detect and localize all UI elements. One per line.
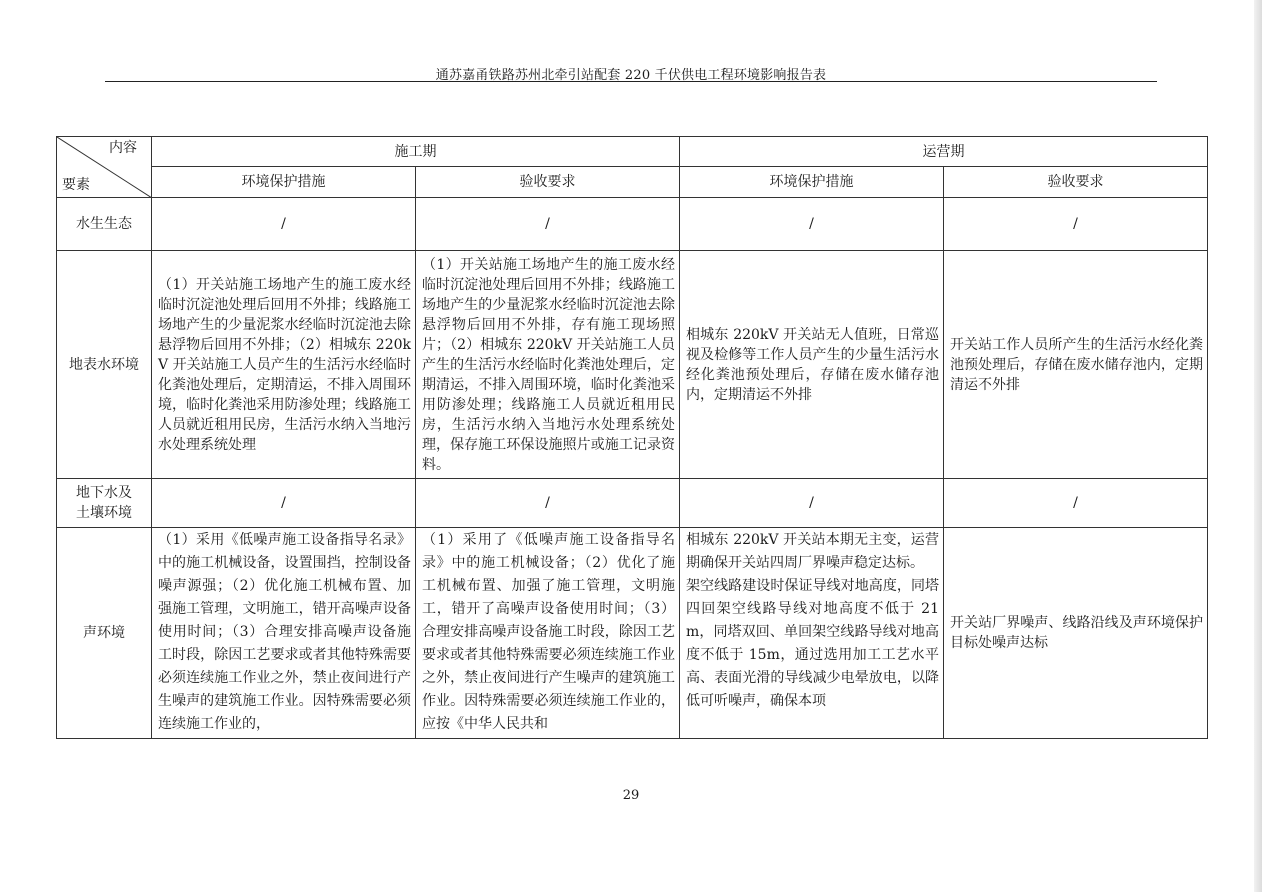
table-corner-cell — [57, 137, 152, 198]
cell-operation-acceptance — [944, 251, 1208, 479]
page-edge-shadow — [1254, 0, 1262, 892]
header-operation-phase: 运营期 — [680, 137, 1208, 167]
surface-water-operation-acceptance-text: 开关站工作人员所产生的生活污水经化粪池预处理后，存储在废水储存池内，定期清运不外排 — [950, 336, 1203, 393]
cell-operation-acceptance: / — [944, 198, 1208, 251]
acoustic-operation-acceptance-text: 开关站厂界噪声、线路沿线及声环境保护目标处噪声达标 — [950, 615, 1203, 651]
cell-operation-measures: / — [680, 198, 944, 251]
acoustic-construction-acceptance-text: （1）采用了《低噪声施工设备指导名录》中的施工机械设备；（2）优化了施工机械布置、加强了施工管理，文明施工，错开了高噪声设备使用时间；（3）合理安排高噪声设备施工时段，除因工艺要求或者其他特殊需要必须连续施工作业之外，禁止夜间进行产生噪声的建筑施工作业。因特殊需要必须连续施工作业的，应按《中华人民共和 — [422, 532, 675, 732]
acoustic-operation-paragraph-2: 架空线路建设时保证导线对地高度，同塔四回架空线路导线对地高度不低于 21m，同塔双回、单回架空线路导线对地高度不低于 15m，通过选用加工工艺水平高、表面光滑的导线减少电晕放电，以降低可听噪声，确保本项 — [686, 578, 939, 709]
header-operation-acceptance: 验收要求 — [944, 167, 1208, 198]
cell-operation-acceptance: / — [944, 479, 1208, 528]
factor-surface-water: 地表水环境 — [57, 251, 152, 479]
corner-label-content: 内容 — [109, 140, 137, 156]
acoustic-operation-paragraph-1: 相城东 220kV 开关站本期无主变，运营期确保开关站四周厂界噪声稳定达标。 — [686, 532, 939, 571]
factor-acoustic-environment: 声环境 — [57, 528, 152, 739]
header-construction-phase: 施工期 — [152, 137, 680, 167]
cell-construction-acceptance — [416, 528, 680, 739]
header-construction-measures: 环境保护措施 — [152, 167, 416, 198]
cell-construction-measures: / — [152, 198, 416, 251]
cell-construction-acceptance: / — [416, 198, 680, 251]
acoustic-construction-measures-text: （1）采用《低噪声施工设备指导名录》中的施工机械设备，设置围挡，控制设备噪声源强；（2）优化施工机械布置、加强施工管理，文明施工，错开高噪声设备使用时间；（3）合理安排高噪声设备施工时段，除因工艺要求或者其他特殊需要必须连续施工作业之外，禁止夜间进行产生噪声的建筑施工作业。因特殊需要必须连续施工作业的， — [158, 532, 411, 732]
acoustic-operation-measures-text — [680, 528, 943, 737]
table-row-surface-water — [57, 251, 1208, 479]
surface-water-construction-measures-text: （1）开关站施工场地产生的施工废水经临时沉淀池处理后回用不外排；线路施工场地产生的少量泥浆水经临时沉淀池去除悬浮物后回用不外排；（2）相城东 220kV 开关站施工人员产生的生活污水经临时化粪池处理后，定期清运，不排入周围环境，临时化粪池采用防渗处理；线路施工人员就近租用民房，生活污水纳入当地污水处理系统处理 — [158, 276, 411, 453]
table-row-acoustic-environment — [57, 528, 1208, 739]
cell-construction-measures — [152, 251, 416, 479]
cell-construction-acceptance — [416, 251, 680, 479]
cell-operation-measures — [680, 251, 944, 479]
header-construction-acceptance: 验收要求 — [416, 167, 680, 198]
factor-line-2: 土壤环境 — [76, 505, 132, 521]
surface-water-construction-acceptance-text: （1）开关站施工场地产生的施工废水经临时沉淀池处理后回用不外排；线路施工场地产生的少量泥浆水经临时沉淀池去除悬浮物后回用不外排，存有施工现场照片；（2）相城东 220kV 开关站施工人员产生的生活污水经临时化粪池处理后，定期清运，不排入周围环境，临时化粪池采用防渗处理；线路施工人员就近租用民房，生活污水纳入当地污水处理系统处理，保存施工环保设施照片或施工记录资料。 — [422, 256, 675, 473]
factor-aquatic-ecology: 水生生态 — [57, 198, 152, 251]
header-operation-measures: 环境保护措施 — [680, 167, 944, 198]
surface-water-operation-measures-text: 相城东 220kV 开关站无人值班，日常巡视及检修等工作人员产生的少量生活污水经化粪池预处理后，存储在废水储存池内，定期清运不外排 — [686, 326, 939, 403]
page-number: 29 — [622, 788, 640, 803]
corner-label-factor: 要素 — [62, 177, 90, 193]
header-rule — [105, 81, 1157, 82]
cell-operation-acceptance — [944, 528, 1208, 739]
cell-construction-measures — [152, 528, 416, 739]
cell-operation-measures: / — [680, 479, 944, 528]
cell-construction-measures: / — [152, 479, 416, 528]
environmental-measures-table — [56, 136, 1208, 739]
table-row-groundwater-soil — [57, 479, 1208, 528]
factor-line-1: 地下水及 — [76, 485, 132, 501]
factor-groundwater-soil — [57, 479, 152, 528]
cell-operation-measures — [680, 528, 944, 739]
report-header-title: 通苏嘉甬铁路苏州北牵引站配套 220 千伏供电工程环境影响报告表 — [435, 68, 827, 83]
table-row-aquatic-ecology — [57, 198, 1208, 251]
cell-construction-acceptance: / — [416, 479, 680, 528]
